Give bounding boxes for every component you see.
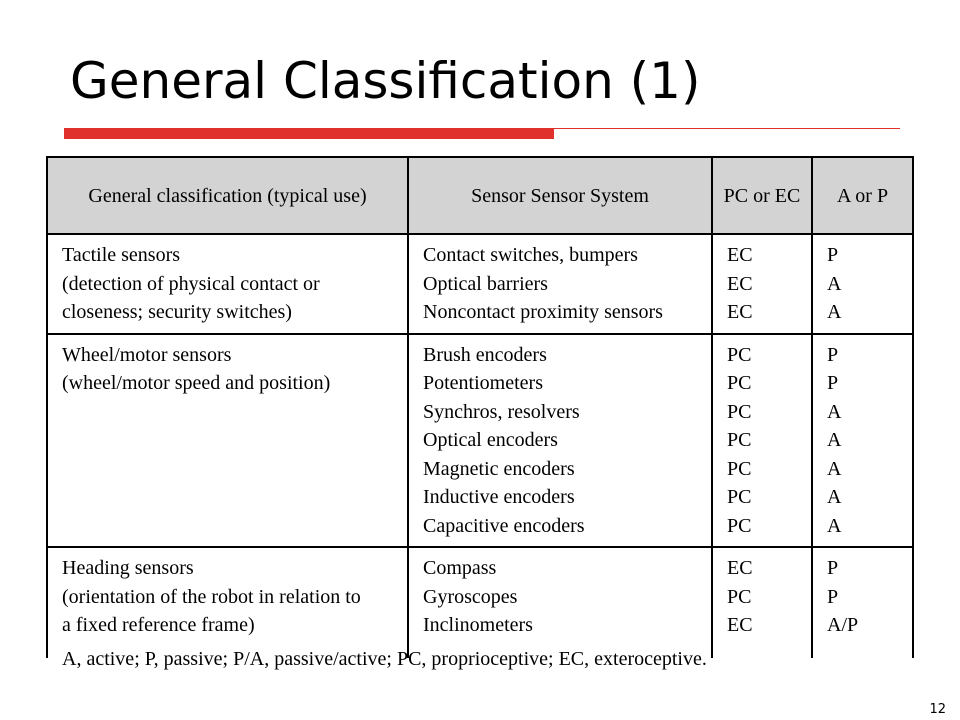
cell-line: Brush encoders — [423, 343, 547, 366]
cell-line: Contact switches, bumpers — [423, 244, 638, 266]
pc-ec-cell — [712, 547, 812, 658]
sensor-classification-table-container — [46, 156, 912, 658]
header-a-or-p — [812, 157, 913, 234]
cell-line: Heading sensors — [62, 557, 194, 579]
cell-line: EC — [727, 244, 753, 266]
header-pc-or-ec — [712, 157, 812, 234]
cell-line: Inclinometers — [423, 614, 533, 636]
cell-line: P — [827, 244, 839, 266]
cell-line: A — [827, 514, 842, 537]
cell-line: EC — [727, 614, 753, 636]
sensor-classification-table — [46, 156, 914, 658]
classification-cell — [47, 334, 408, 548]
cell-line: A — [827, 486, 842, 508]
cell-line: P — [827, 585, 839, 608]
table-row-tactile-sensors — [47, 234, 913, 334]
cell-line: PC — [727, 514, 752, 537]
a-p-cell — [812, 234, 913, 334]
cell-line: Wheel/motor sensors — [62, 343, 232, 366]
sensor-cell — [408, 547, 712, 658]
header-cell-line: PC or — [723, 184, 770, 207]
cell-line: P — [827, 557, 839, 579]
cell-line: Noncontact proximity sensors — [423, 301, 663, 323]
cell-line: Inductive encoders — [423, 486, 575, 508]
sensor-cell — [408, 234, 712, 334]
cell-line: Optical barriers — [423, 272, 548, 295]
header-cell-line: Sensor System — [530, 184, 649, 207]
cell-line: PC — [727, 457, 752, 480]
cell-line: EC — [727, 301, 753, 323]
header-sensor-system — [408, 157, 712, 234]
cell-line: closeness; security switches) — [62, 301, 292, 323]
cell-line: PC — [727, 372, 752, 394]
cell-line: (orientation of the robot in relation to — [62, 585, 361, 608]
cell-line: Magnetic encoders — [423, 457, 575, 480]
cell-line: EC — [727, 272, 753, 295]
header-cell-line: EC — [774, 184, 801, 207]
cell-line: A — [827, 457, 842, 480]
cell-line: PC — [727, 486, 752, 508]
a-p-cell — [812, 334, 913, 548]
cell-line: PC — [727, 400, 752, 423]
pc-ec-cell — [712, 334, 812, 548]
cell-line: A — [827, 301, 842, 323]
header-cell-line: A or P — [836, 184, 889, 207]
cell-line: PC — [727, 429, 752, 451]
cell-line: A — [827, 429, 842, 451]
table-header-row — [47, 157, 913, 234]
classification-cell — [47, 547, 408, 658]
cell-line: PC — [727, 343, 752, 366]
pc-ec-cell — [712, 234, 812, 334]
cell-line: PC — [727, 585, 752, 608]
cell-line: EC — [727, 557, 753, 579]
title-underline-thick — [64, 128, 554, 139]
cell-line: Gyroscopes — [423, 585, 518, 608]
cell-line: Capacitive encoders — [423, 514, 585, 537]
cell-line: Compass — [423, 557, 497, 579]
sensor-cell — [408, 334, 712, 548]
cell-line: A/P — [827, 614, 859, 636]
table-row-heading-sensors — [47, 547, 913, 658]
a-p-cell — [812, 547, 913, 658]
cell-line: Potentiometers — [423, 372, 543, 394]
cell-line: Tactile sensors — [62, 244, 181, 266]
slide-title: General Classification (1) — [70, 52, 701, 110]
header-cell-line: General classification — [88, 184, 263, 207]
cell-line: A — [827, 400, 842, 423]
header-general-classification — [47, 157, 408, 234]
header-cell-line: Sensor — [471, 184, 526, 207]
title-underline-thin — [554, 128, 900, 129]
cell-line: P — [827, 372, 839, 394]
cell-line: (detection of physical contact or — [62, 272, 320, 295]
cell-line: A — [827, 272, 842, 295]
cell-line: Synchros, resolvers — [423, 400, 580, 423]
classification-cell — [47, 234, 408, 334]
cell-line: Optical encoders — [423, 429, 558, 451]
page-number: 12 — [929, 702, 946, 717]
table-row-wheel-motor-sensors — [47, 334, 913, 548]
cell-line: (wheel/motor speed and position) — [62, 372, 331, 394]
cell-line: a fixed reference frame) — [62, 614, 255, 636]
table-footnote: A, active; P, passive; P/A, passive/active; PC, proprioceptive; EC, exteroceptive. — [62, 648, 707, 670]
cell-line: P — [827, 343, 839, 366]
header-cell-line: (typical use) — [267, 184, 367, 207]
